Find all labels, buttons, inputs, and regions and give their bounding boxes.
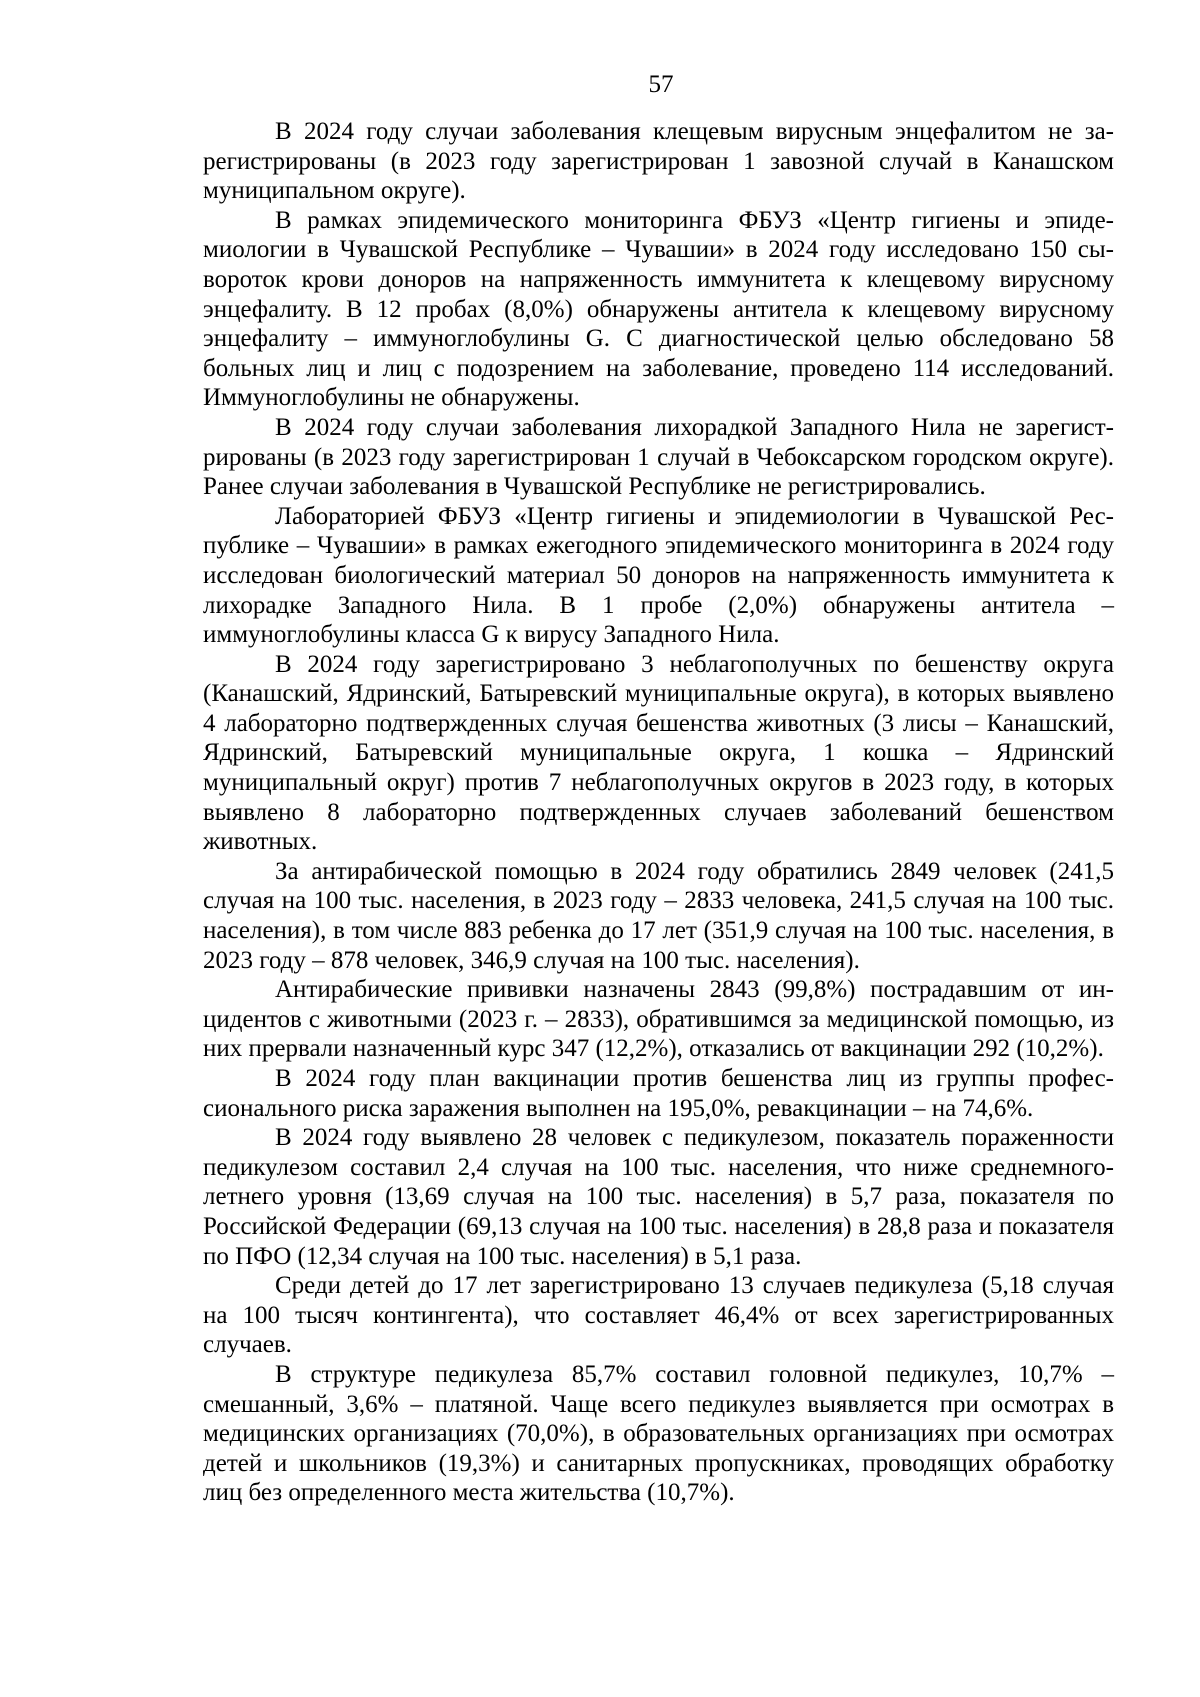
- paragraph-west-nile-cases: В 2024 году случаи заболевания лихорадкой Западного Нила не зарегистрированы (в 2023 году зарегистрирован 1 случай в Чебоксарском городском округе). Ранее случаи заболевания в Чувашской Республике не регистрировались.: [203, 413, 1114, 501]
- paragraph-rabies-districts: В 2024 году зарегистрировано 3 неблагополучных по бешенству округа (Канашский, Ядринский, Батыревский муниципальные округа), в которых выявлено 4 лабораторно подтвержденных случая бешенства животных (3 лисы – Канашский, Ядринский, Батыревский муниципальные округа, 1 кошка – Ядринский муниципальный округ) против 7 неблагополучных округов в 2023 году, в которых выявлено 8 лабораторно подтвержденных случаев заболеваний бешенством животных.: [203, 650, 1114, 856]
- document-body: [203, 117, 1114, 1508]
- paragraph-rabies-vaccination-plan: В 2024 году план вакцинации против бешенства лиц из группы профессионального риска заражения выполнен на 195,0%, ревакцинации – на 74,6%.: [203, 1065, 1114, 1122]
- paragraph-pediculosis-incidence: В 2024 году выявлено 28 человек с педикулезом, показатель пораженности педикулезом составил 2,4 случая на 100 тыс. населения, что ниже среднемноголетнего уровня (13,69 случая на 100 тыс. населения) в 5,7 раза, показателя по Российской Федерации (69,13 случая на 100 тыс. населения) в 28,8 раза и показателя по ПФО (12,34 случая на 100 тыс. населения) в 5,1 раза.: [203, 1124, 1114, 1270]
- paragraph-west-nile-monitoring: Лабораторией ФБУЗ «Центр гигиены и эпидемиологии в Чувашской Республике – Чувашии» в рамках ежегодного эпидемического мониторинга в 2024 году исследован биологический материал 50 доноров на напряженность иммунитета к лихорадке Западного Нила. В 1 пробе (2,0%) обнаружены антитела – иммуноглобулины класса G к вирусу Западного Нила.: [203, 502, 1114, 649]
- paragraph-antirabies-assistance: За антирабической помощью в 2024 году обратились 2849 человек (241,5 случая на 100 тыс. населения, в 2023 году – 2833 человека, 241,5 случая на 100 тыс. населения), в том числе 883 ребенка до 17 лет (351,9 случая на 100 тыс. населения, в 2023 году – 878 человек, 346,9 случая на 100 тыс. населения).: [203, 857, 1114, 974]
- paragraph-encephalitis-monitoring: В рамках эпидемического мониторинга ФБУЗ «Центр гигиены и эпидемиологии в Чувашской Республике – Чувашии» в 2024 году исследовано 150 сывороток крови доноров на напряженность иммунитета к клещевому вирусному энцефалиту. В 12 пробах (8,0%) обнаружены антитела к клещевому вирусному энцефалиту – иммуноглобулины G. С диагностической целью обследовано 58 больных лиц и лиц с подозрением на заболевание, проведено 114 исследований. Иммуноглобулины не обнаружены.: [203, 206, 1114, 412]
- paragraph-pediculosis-children: Среди детей до 17 лет зарегистрировано 13 случаев педикулеза (5,18 случая на 100 тысяч контингента), что составляет 46,4% от всех зарегистрированных случаев.: [203, 1272, 1114, 1359]
- paragraph-antirabies-vaccinations: Антирабические прививки назначены 2843 (99,8%) пострадавшим от инцидентов с животными (2023 г. – 2833), обратившимся за медицинской помощью, из них прервали назначенный курс 347 (12,2%), отказались от вакцинации 292 (10,2%).: [203, 976, 1114, 1063]
- paragraph-tick-borne-encephalitis-cases: В 2024 году случаи заболевания клещевым вирусным энцефалитом не зарегистрированы (в 2023 году зарегистрирован 1 завозной случай в Канашском муниципальном округе).: [203, 118, 1114, 205]
- page-number: 57: [648, 71, 674, 98]
- paragraph-pediculosis-structure: В структуре педикулеза 85,7% составил головной педикулез, 10,7% – смешанный, 3,6% – платяной. Чаще всего педикулез выявляется при осмотрах в медицинских организациях (70,0%), в образовательных организациях при осмотрах детей и школьников (19,3%) и санитарных пропускниках, проводящих обработку лиц без определенного места жительства (10,7%).: [203, 1360, 1114, 1507]
